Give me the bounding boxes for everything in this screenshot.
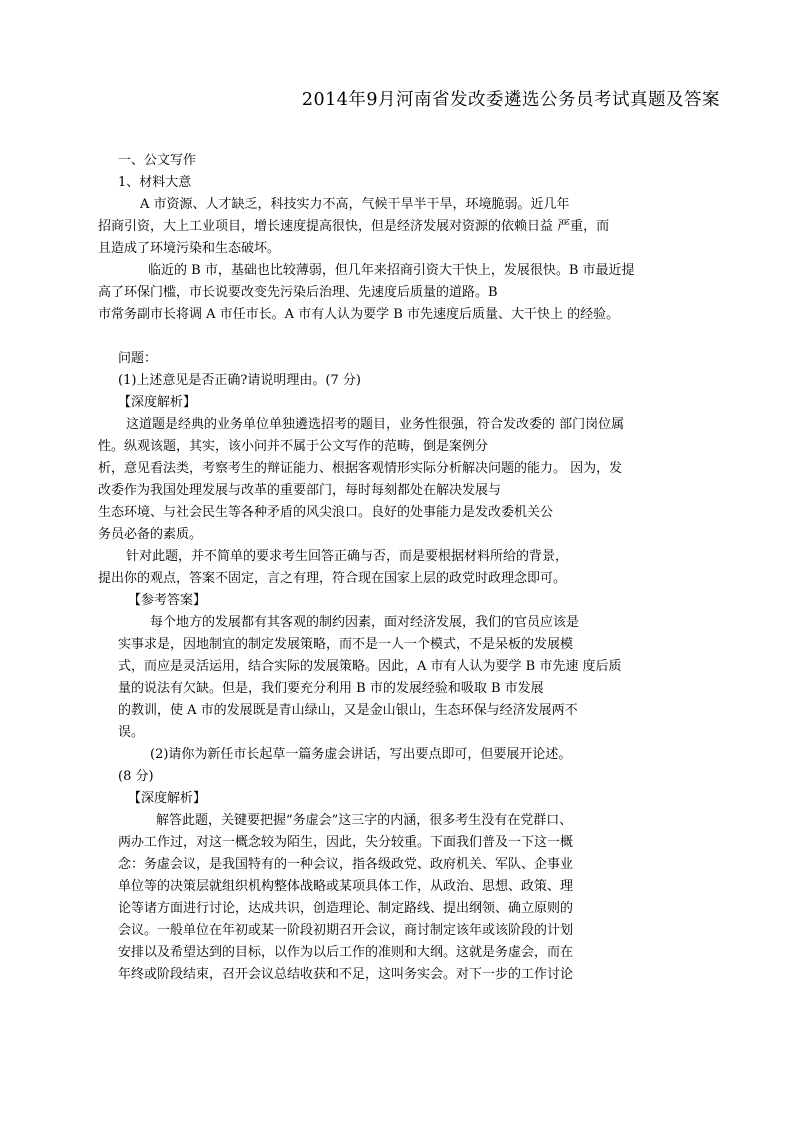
answer-line: 的教训，使 A 市的发展既是青山绿山，又是金山银山，生态环保与经济发展两不 [118,703,578,718]
answer-line: 每个地方的发展都有其客观的制约因素，面对经济发展，我们的官员应该是 [150,615,580,630]
questions-label: 问题： [118,351,158,366]
answer-line: 量的说法有欠缺。但是，我们要充分利用 B 市的发展经验和吸取 B 市发展 [118,681,544,696]
analysis-line: 生态环境、与社会民生等各种矛盾的风尖浪口。良好的处事能力是发改委机关公 [98,505,554,520]
answer-label-1: 【参考答案】 [128,593,207,608]
answer-line: 误。 [118,725,145,740]
analysis-line: 务员必备的素质。 [98,527,203,542]
analysis-label-1: 【深度解析】 [118,395,197,410]
analysis-line: 念：务虚会议，是我国特有的一种会议，指各级政党、政府机关、军队、企事业 [118,857,574,872]
document-title: 2014年9月河南省发改委遴选公务员考试真题及答案 [301,90,720,110]
document-body [98,150,708,986]
material-line: 且造成了环境污染和生态破坏。 [98,241,281,256]
analysis-line: 提出你的观点，答案不固定，言之有理，符合现在国家上层的政党时政理念即可。 [98,571,567,586]
analysis-line: 安排以及希望达到的目标，以作为以后工作的准则和大纲。这就是务虚会，而在 [118,945,574,960]
material-line: A 市资源、人才缺乏，科技实力不高，气候干旱半干旱，环境脆弱。近几年 [140,197,570,212]
material-line: 高了环保门槛，市长说要改变先污染后治理、先速度后质量的道路。B [98,285,498,300]
material-line: 临近的 B 市，基础也比较薄弱，但几年来招商引资大干快上，发展很快。B 市最近提 [148,263,635,278]
sub-heading: 1、材料大意 [118,175,192,190]
answer-line: 实事求是，因地制宜的制定发展策略，而不是一人一个模式，不是呆板的发展模 [118,637,574,652]
question-1: (1)上述意见是否正确?请说明理由。(7 分) [118,373,361,388]
analysis-line: 针对此题，并不简单的要求考生回答正确与否，而是要根据材料所给的背景， [126,549,569,564]
analysis-line: 析，意见看法类，考察考生的辩证能力、根据客观情形实际分析解决问题的能力。 因为，发 [98,461,623,476]
spacer [118,326,708,348]
analysis-line: 两办工作过，对这一概念较为陌生，因此，失分较重。下面我们普及一下这一概 [118,835,574,850]
material-line: 招商引资，大上工业项目，增长速度提高很快，但是经济发展对资源的依赖日益 严重，而 [98,219,610,234]
question-2-points: (8 分) [118,769,154,784]
analysis-line: 会议。一般单位在年初或某一阶段初期召开会议，商讨制定该年或该阶段的计划 [118,923,574,938]
answer-line: 式，而应是灵活运用，结合实际的发展策略。因此，A 市有人认为要学 B 市先速 度后质 [118,659,622,674]
analysis-line: 性。纵观该题，其实，该小问并不属于公文写作的范畴，倒是案例分 [98,439,489,454]
section-heading: 一、公文写作 [118,153,197,168]
analysis-label-2: 【深度解析】 [128,791,207,806]
analysis-line: 论等诸方面进行讨论，达成共识，创造理论、制定路线、提出纲领、确立原则的 [118,901,574,916]
analysis-line: 这道题是经典的业务单位单独遴选招考的题目，业务性很强，符合发改委的 部门岗位属 [126,417,625,432]
material-line: 市常务副市长将调 A 市任市长。A 市有人认为要学 B 市先速度后质量、大干快上 的经验。 [98,307,620,322]
analysis-line: 解答此题，关键要把握“务虚会”这三字的内涵，很多考生没有在党群口、 [156,813,573,828]
question-2: (2)请你为新任市长起草一篇务虚会讲话，写出要点即可，但要展开论述。 [150,747,572,762]
analysis-line: 改委作为我国处理发展与改革的重要部门，每时每刻都处在解决发展与 [98,483,502,498]
analysis-line: 年终或阶段结束，召开会议总结收获和不足，这叫务实会。对下一步的工作讨论 [118,967,574,982]
analysis-line: 单位等的决策层就组织机构整体战略或某项具体工作，从政治、思想、政策、理 [118,879,574,894]
